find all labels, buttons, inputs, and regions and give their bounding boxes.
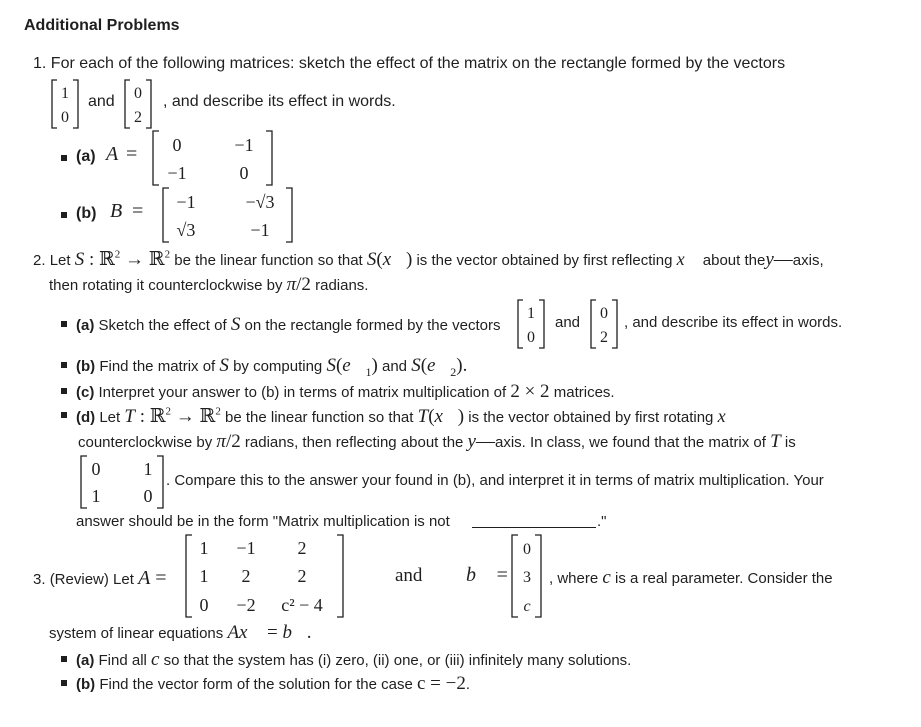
matrix-entry: 0 bbox=[199, 595, 209, 615]
page-title: Additional Problems bbox=[24, 17, 180, 34]
vector-entry: 0 bbox=[523, 541, 531, 558]
matrix-a bbox=[150, 129, 290, 187]
vector-entry: 0 bbox=[134, 85, 142, 102]
problem-3-tail bbox=[549, 567, 833, 589]
text: Interpret your answer to (b) in terms of matrix multiplication of bbox=[98, 384, 507, 401]
part-2c-text bbox=[76, 381, 615, 403]
text: Find the matrix of bbox=[99, 358, 216, 375]
matrix-entry: −2 bbox=[236, 595, 256, 615]
matrix-name-a: A bbox=[106, 143, 119, 165]
text: Sketch the effect of bbox=[98, 317, 227, 334]
vector-entry: c bbox=[523, 598, 531, 615]
math-expr: $S(e⃗_2)$. bbox=[411, 355, 468, 379]
problem-1-number: 1. bbox=[33, 55, 47, 72]
matrix-entry: 0 bbox=[239, 163, 249, 183]
problem-1-statement: For each of the following matrices: sketch the effect of the matrix on the rectangle formed by the vectors bbox=[50, 55, 786, 72]
problem-3-line-2 bbox=[49, 622, 312, 644]
matrix-entry: 1 bbox=[199, 566, 209, 586]
matrix-entry: 1 bbox=[199, 538, 209, 558]
part-2b-text bbox=[76, 355, 467, 380]
vector-entry: 2 bbox=[600, 329, 608, 346]
matrix-entry: √3 bbox=[176, 220, 196, 240]
math-expr: $S(e⃗_1)$ bbox=[326, 355, 378, 379]
text: system of linear equations bbox=[49, 625, 224, 642]
bullet bbox=[61, 388, 67, 394]
bullet bbox=[61, 412, 67, 418]
part-2d-line-3: . Compare this to the answer your found in (b), and interpret it in terms of matrix multiplication. Your bbox=[166, 472, 824, 489]
matrix-entry: 2 bbox=[297, 538, 307, 558]
text: is the vector obtained by first reflecting bbox=[416, 252, 673, 269]
part-label-2b: (b) bbox=[76, 358, 96, 375]
text: axis, bbox=[792, 252, 824, 269]
text: is the vector obtained by first rotating bbox=[468, 409, 714, 426]
vector-entry: 0 bbox=[61, 109, 69, 126]
text: (Review) Let bbox=[49, 571, 134, 588]
matrix-t bbox=[78, 454, 178, 510]
math-expr: S bbox=[219, 355, 229, 376]
text: Let bbox=[99, 409, 121, 426]
part-label-2a: (a) bbox=[76, 317, 95, 334]
part-2a-tail: , and describe its effect in words. bbox=[624, 314, 843, 331]
vector-entry: 0 bbox=[527, 329, 535, 346]
text: about the bbox=[702, 252, 766, 269]
math-expr: c bbox=[602, 567, 611, 588]
vector-entry: 3 bbox=[523, 569, 531, 586]
part-2d-line-2 bbox=[78, 431, 796, 453]
text: counterclockwise by bbox=[78, 434, 213, 451]
text: is bbox=[784, 434, 796, 451]
problem-2-line-1 bbox=[33, 248, 824, 271]
math-expr: c = −2 bbox=[417, 673, 466, 694]
text: axis. In class, we found that the matrix of bbox=[494, 434, 766, 451]
text: . bbox=[465, 676, 471, 693]
problem-3-intro bbox=[33, 567, 167, 590]
text: matrices. bbox=[553, 384, 615, 401]
math-expr: y— bbox=[467, 431, 495, 452]
problem-1-text bbox=[33, 55, 785, 73]
problem-2-vector-v2 bbox=[588, 298, 622, 350]
part-label-3a: (a) bbox=[76, 652, 95, 669]
part-2a-text bbox=[76, 314, 500, 336]
matrix-entry: 1 bbox=[143, 459, 153, 479]
equals-sign: = bbox=[126, 143, 138, 165]
text: be the linear function so that bbox=[174, 252, 363, 269]
math-expr: S bbox=[230, 314, 241, 335]
math-expr: b⃗ = bbox=[466, 564, 508, 586]
bullet bbox=[61, 680, 67, 686]
text: , where bbox=[549, 570, 599, 587]
answer-blank bbox=[472, 527, 596, 528]
math-expr: S(x⃗) bbox=[366, 249, 413, 270]
bullet bbox=[61, 155, 67, 161]
and-word: and bbox=[88, 93, 115, 110]
vector-b bbox=[508, 533, 548, 619]
equals-sign: = bbox=[132, 200, 144, 222]
text: radians, then reflecting about the bbox=[244, 434, 464, 451]
text: by computing bbox=[233, 358, 323, 375]
part-2d-line-4-end: ." bbox=[597, 513, 607, 530]
math-expr: Ax⃗ = b⃗. bbox=[227, 622, 312, 643]
math-expr: 2 × 2 bbox=[510, 381, 550, 402]
math-expr: A = bbox=[138, 567, 167, 589]
text: Find all bbox=[98, 652, 147, 669]
matrix-entry: c² − 4 bbox=[281, 595, 323, 615]
problem-2-line-2 bbox=[49, 274, 368, 296]
bullet bbox=[61, 321, 67, 327]
text: on the rectangle formed by the vectors bbox=[244, 317, 501, 334]
text: then rotating it counterclockwise by bbox=[49, 277, 283, 294]
matrix-entry: −1 bbox=[167, 163, 187, 183]
matrix-entry: −1 bbox=[176, 192, 196, 212]
and-word: and bbox=[395, 565, 423, 586]
part-2d-line-4: answer should be in the form "Matrix multiplication is not bbox=[76, 513, 450, 530]
text: Let bbox=[49, 252, 71, 269]
matrix-entry: −√3 bbox=[245, 192, 275, 212]
matrix-entry: 0 bbox=[172, 135, 182, 155]
math-expr: x⃗ bbox=[676, 249, 699, 269]
text: is a real parameter. Consider the bbox=[614, 570, 833, 587]
math-expr: T bbox=[770, 431, 781, 452]
math-expr: x⃗ bbox=[717, 406, 740, 426]
problem-2-number: 2. bbox=[33, 252, 46, 269]
matrix-entry: 0 bbox=[143, 486, 153, 506]
bullet bbox=[61, 362, 67, 368]
text: Find the vector form of the solution for the case bbox=[99, 676, 413, 693]
text: be the linear function so that bbox=[224, 409, 414, 426]
text: so that the system has (i) zero, (ii) one, or (iii) infinitely many solutions. bbox=[163, 652, 632, 669]
vector-entry: 1 bbox=[61, 85, 69, 102]
part-label-2d: (d) bbox=[76, 409, 96, 426]
problem-2-vector-e1 bbox=[515, 298, 549, 350]
matrix-entry: 0 bbox=[91, 459, 101, 479]
vector-entry: 1 bbox=[527, 305, 535, 322]
math-expr: π/2 bbox=[216, 431, 241, 452]
matrix-entry: 2 bbox=[297, 566, 307, 586]
problem-1-tail: , and describe its effect in words. bbox=[163, 93, 396, 110]
math-expr: S : ℝ$^2$ → ℝ$^2$ bbox=[74, 248, 171, 270]
math-expr: c bbox=[151, 649, 160, 670]
math-expr: y— bbox=[765, 249, 793, 270]
matrix-entry: −1 bbox=[234, 135, 254, 155]
vector-entry: 2 bbox=[134, 109, 142, 126]
bullet bbox=[61, 212, 67, 218]
math-expr: π/2 bbox=[286, 274, 311, 295]
part-label-1a: (a) bbox=[76, 148, 96, 165]
matrix-name-b: B bbox=[110, 200, 123, 222]
part-label-2c: (c) bbox=[76, 384, 95, 401]
matrix-entry: −1 bbox=[250, 220, 270, 240]
text: and bbox=[382, 358, 408, 375]
math-expr: T : ℝ$^2$ → ℝ$^2$ bbox=[124, 405, 221, 427]
problem-3-number: 3. bbox=[33, 571, 46, 588]
problem-1-vector-e1 bbox=[49, 78, 89, 130]
vector-entry: 0 bbox=[600, 305, 608, 322]
bullet bbox=[61, 656, 67, 662]
text: radians. bbox=[315, 277, 369, 294]
problem-1-vector-v2 bbox=[122, 78, 162, 130]
matrix-a-3x3 bbox=[182, 533, 352, 619]
and-word: and bbox=[555, 314, 581, 331]
matrix-entry: 2 bbox=[241, 566, 251, 586]
math-expr: T(x⃗) bbox=[417, 406, 465, 427]
part-3b-text bbox=[76, 673, 470, 695]
part-3a-text bbox=[76, 649, 631, 671]
matrix-entry: 1 bbox=[91, 486, 101, 506]
part-label-1b: (b) bbox=[76, 205, 97, 222]
matrix-b bbox=[160, 186, 310, 244]
matrix-entry: −1 bbox=[236, 538, 256, 558]
part-label-3b: (b) bbox=[76, 676, 96, 693]
part-2d-line-1 bbox=[76, 405, 740, 428]
